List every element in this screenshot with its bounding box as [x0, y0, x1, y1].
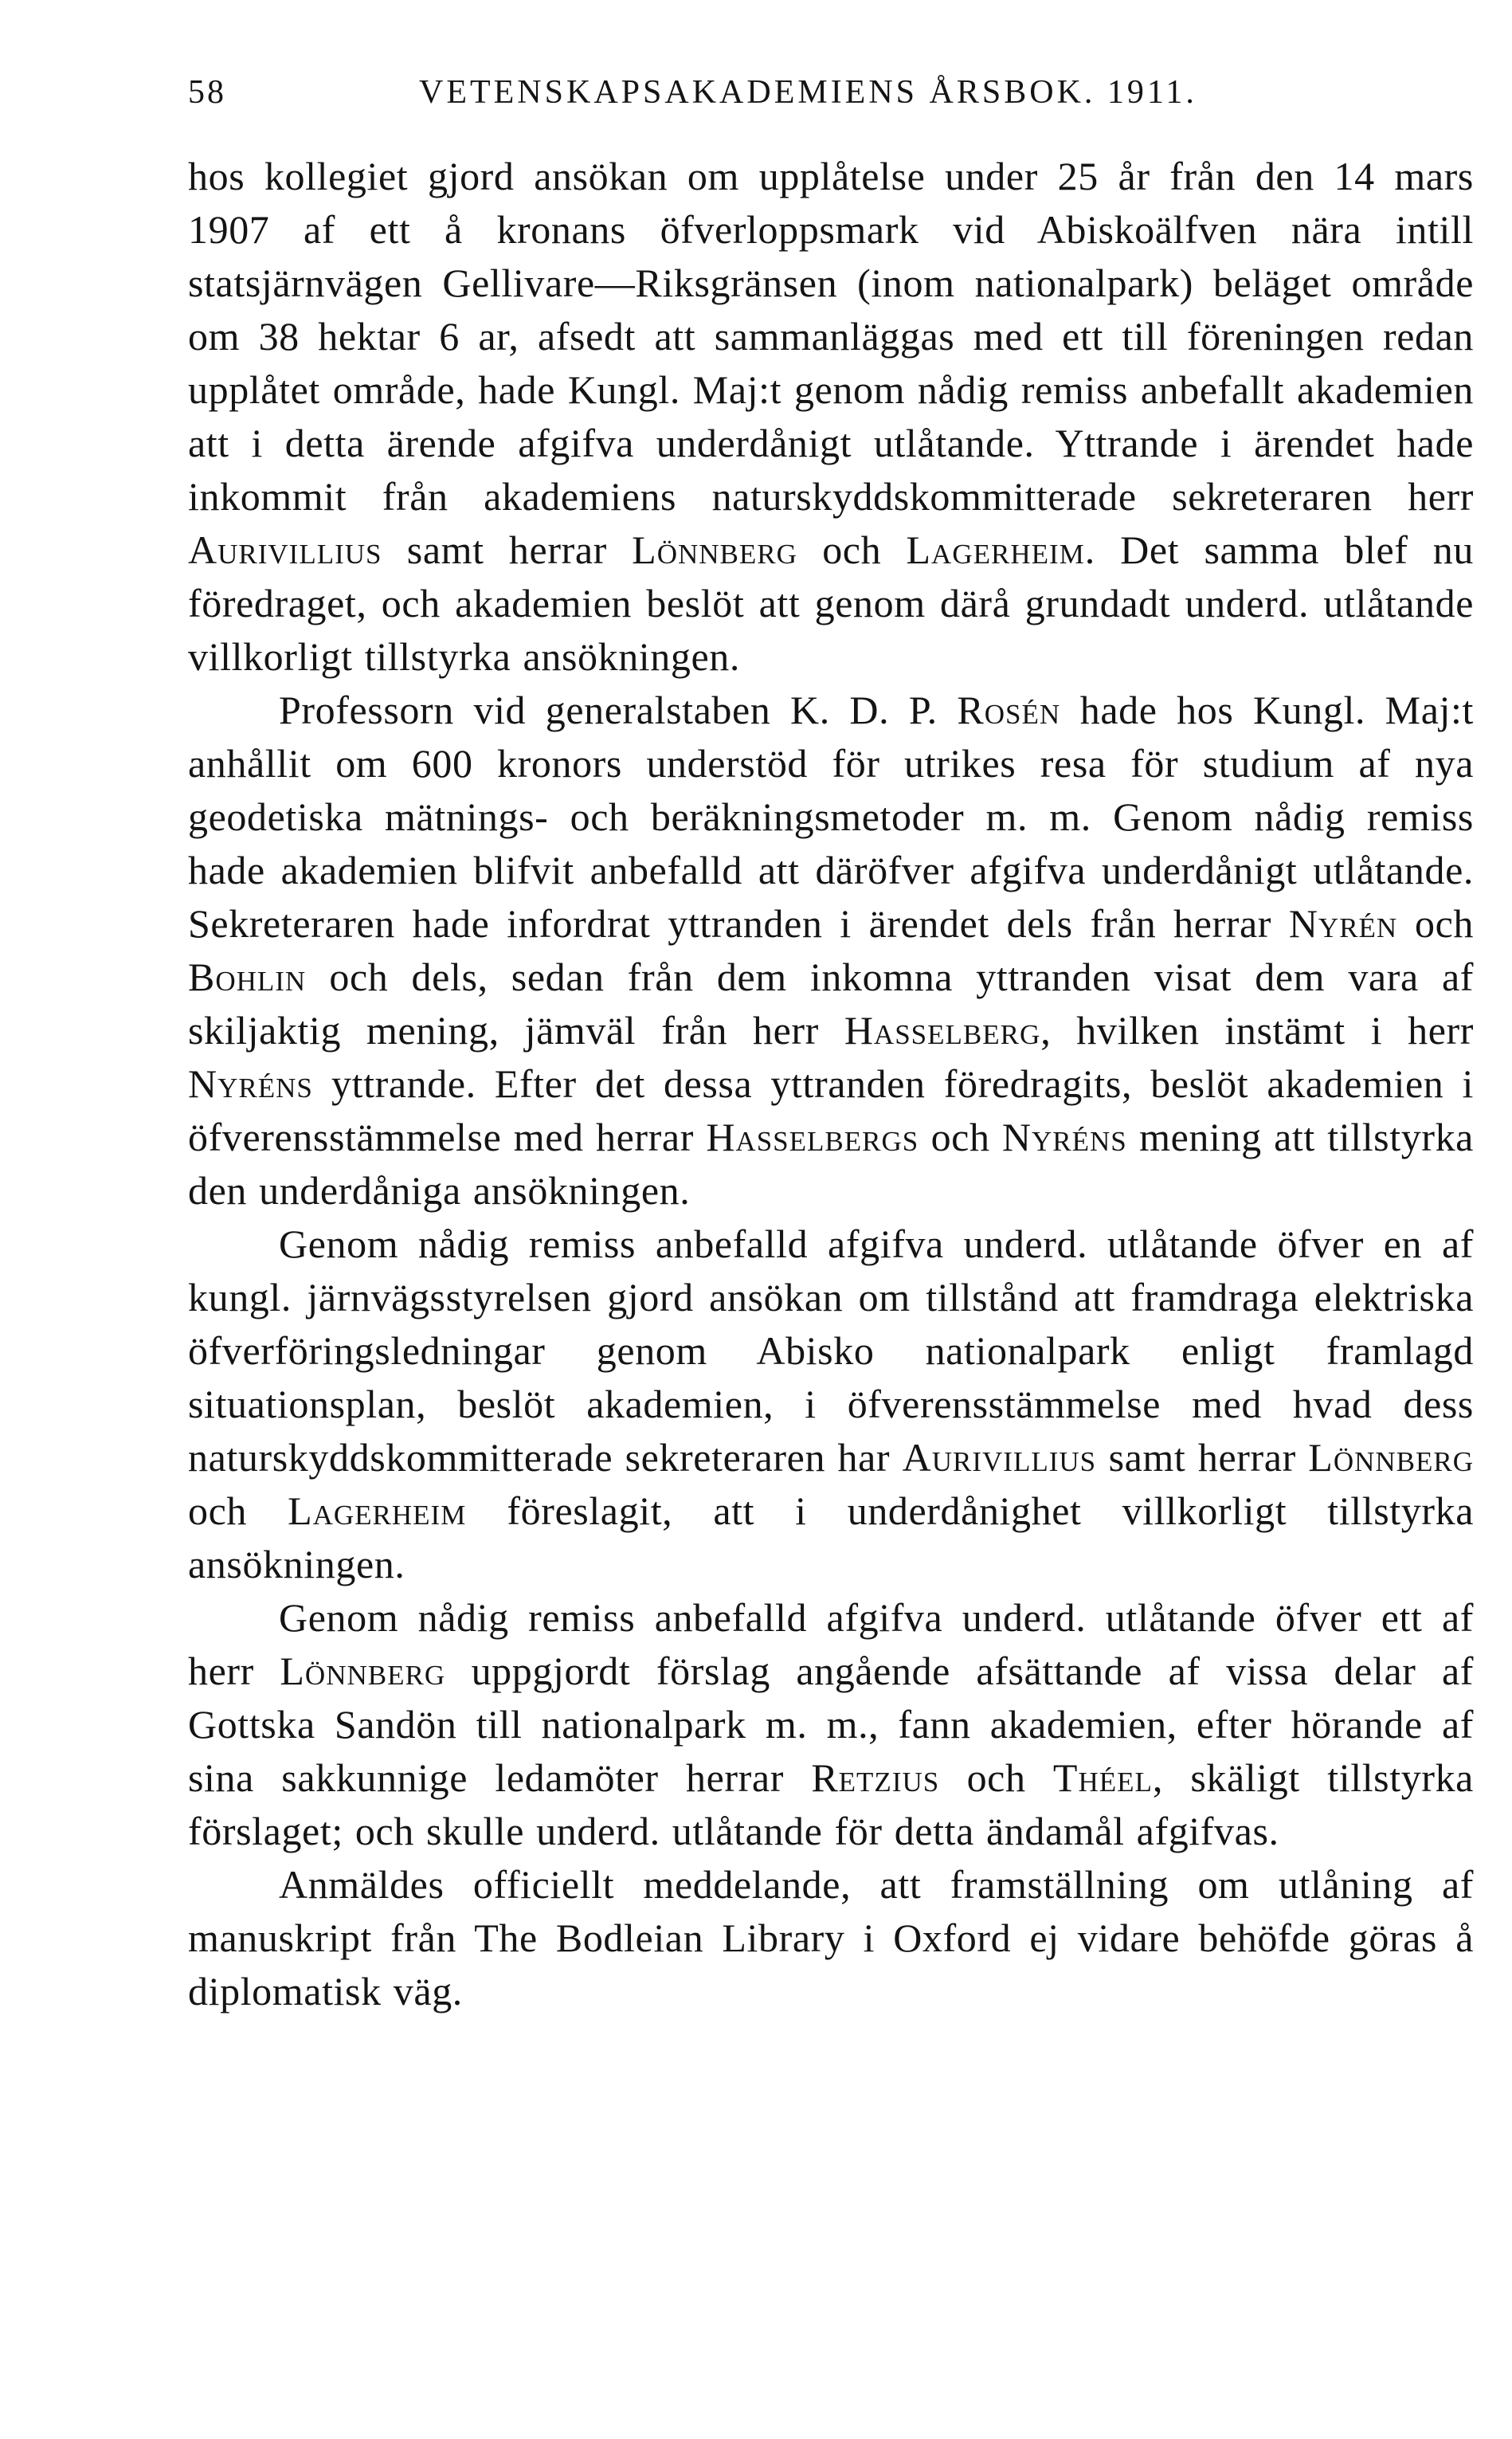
- text-segment: och: [939, 1755, 1053, 1800]
- person-name: Aurivillius: [902, 1435, 1097, 1480]
- text-segment: och: [1397, 901, 1475, 946]
- person-name: Lönnberg: [632, 527, 797, 572]
- text-segment: samt herrar: [382, 527, 633, 572]
- text-segment: och: [797, 527, 907, 572]
- text-segment: mening att tillstyrka den underdåniga ansökningen.: [188, 1115, 1474, 1213]
- paragraph-3: [188, 1218, 1474, 1591]
- text-segment: hade hos Kungl. Maj:t anhållit om 600 kronors understöd för utrikes resa för studium af nya geodetiska mätnings- och beräkningsmetoder m. m. Genom nådig remiss hade akademien blifvit anbefalld att däröfver afgifva underdånigt utlåtande. Sekreteraren hade infordrat yttranden i ärendet dels från herrar: [188, 688, 1474, 946]
- text-segment: hos kollegiet gjord ansökan om upplåtelse under 25 år från den 14 mars 1907 af ett å kronans öfverloppsmark vid Abiskoälfven nära intill statsjärnvägen Gellivare—Riksgränsen (inom nationalpark) beläget område om 38 hektar 6 ar, afsedt att sammanläggas med ett till föreningen redan upplåtet område, hade Kungl. Maj:t genom nådig remiss anbefallt akademien att i detta ärende afgifva underdånigt utlåtande. Yttrande i ärendet hade inkommit från akademiens naturskyddskommitterade sekreteraren herr: [188, 154, 1474, 519]
- person-name: Nyrén: [1288, 901, 1398, 946]
- person-name: Nyréns: [188, 1061, 313, 1106]
- text-segment: Professorn vid generalstaben K. D. P.: [279, 688, 958, 732]
- person-name: Théel: [1052, 1755, 1153, 1800]
- person-name: Lagerheim: [288, 1488, 467, 1533]
- paragraph-1: [188, 150, 1474, 684]
- person-name: Rosén: [957, 688, 1061, 732]
- person-name: Lönnberg: [1308, 1435, 1474, 1480]
- text-segment: , skäligt tillstyrka förslaget; och skulle underd. utlåtande för detta ändamål afgifvas.: [188, 1755, 1474, 1853]
- person-name: Lagerheim: [906, 527, 1085, 572]
- body-text: [188, 150, 1474, 2018]
- page-header: [188, 69, 1335, 116]
- text-segment: , hvilken instämt i herr: [1040, 1008, 1474, 1053]
- text-segment: föreslagit, att i underdånighet villkorligt tillstyrka ansökningen.: [188, 1488, 1474, 1586]
- person-name: Aurivillius: [188, 527, 382, 572]
- text-segment: och dels, sedan från dem inkomna yttranden visat dem vara af skiljaktig mening, jämväl från herr: [188, 955, 1474, 1053]
- person-name: Hasselberg: [844, 1008, 1041, 1053]
- text-segment: och: [188, 1488, 288, 1533]
- paragraph-2: [188, 684, 1474, 1218]
- text-segment: och: [919, 1115, 1002, 1159]
- person-name: Bohlin: [188, 955, 307, 999]
- person-name: Hasselbergs: [706, 1115, 919, 1159]
- text-segment: uppgjordt förslag angående afsättande af vissa delar af Gottska Sandön till nationalpark m. m., fann akademien, efter hörande af sina sakkunnige ledamöter herrar: [188, 1649, 1474, 1800]
- person-name: Lönnberg: [280, 1649, 446, 1693]
- running-title: VETENSKAPSAKADEMIENS ÅRSBOK. 1911.: [419, 74, 1197, 111]
- text-segment: yttrande. Efter det dessa yttranden föredragits, beslöt akademien i öfverensstämmelse med herrar: [188, 1061, 1474, 1159]
- page-number: 58: [188, 74, 226, 111]
- text-segment: Genom nådig remiss anbefalld afgifva underd. utlåtande öfver en af kungl. järnvägsstyrelsen gjord ansökan om tillstånd att framdraga elektriska öfverföringsledningar genom Abisko nationalpark enligt framlagd situationsplan, beslöt akademien, i öfverensstämmelse med hvad dess naturskyddskommitterade sekreteraren har: [188, 1221, 1474, 1480]
- person-name: Retzius: [811, 1755, 940, 1800]
- text-segment: . Det samma blef nu föredraget, och akademien beslöt att genom därå grundadt underd. utlåtande villkorligt tillstyrka ansökningen.: [188, 527, 1475, 679]
- person-name: Nyréns: [1001, 1115, 1127, 1159]
- text-segment: Anmäldes officiellt meddelande, att framställning om utlåning af manuskript från The Bodleian Library i Oxford ej vidare behöfde göras å diplomatisk väg.: [188, 1862, 1474, 2014]
- paragraph-5: [188, 1858, 1474, 2018]
- text-segment: Genom nådig remiss anbefalld afgifva underd. utlåtande öfver ett af herr: [188, 1595, 1474, 1693]
- paragraph-4: [188, 1591, 1474, 1858]
- text-segment: samt herrar: [1096, 1435, 1309, 1480]
